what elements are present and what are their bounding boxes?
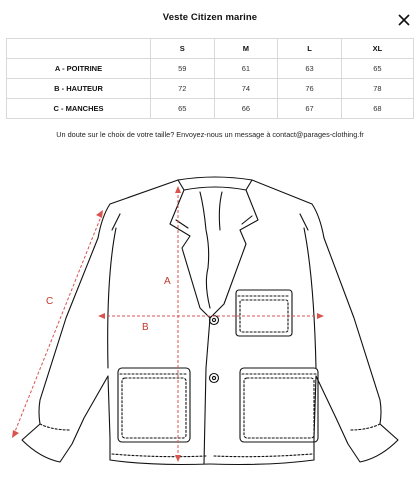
collar	[178, 177, 252, 190]
size-table-row	[7, 99, 414, 119]
size-table-header-cell: S	[151, 39, 215, 59]
measure-c-label: C	[46, 296, 54, 307]
front-opening	[204, 318, 210, 464]
size-table-header-cell: M	[214, 39, 278, 59]
table-cell: 78	[341, 79, 413, 99]
help-text: Un doute sur le choix de votre taille? Envoyez-nous un message à contact@parages-clothing.fr	[56, 130, 364, 139]
table-cell: 63	[278, 59, 342, 79]
button-2	[210, 374, 219, 383]
jacket-diagram	[0, 168, 420, 500]
table-cell: 66	[214, 99, 278, 119]
table-cell: 76	[278, 79, 342, 99]
button-1	[210, 316, 219, 325]
measure-a-label: A	[164, 276, 171, 287]
table-cell: 65	[151, 99, 215, 119]
size-table-header-cell: XL	[341, 39, 413, 59]
modal-title: Veste Citizen marine	[162, 12, 258, 23]
right-lapel	[210, 190, 258, 318]
table-cell: 61	[214, 59, 278, 79]
row-label: A - POITRINE	[7, 59, 151, 79]
close-icon	[396, 12, 412, 28]
size-table-header-row	[7, 39, 414, 59]
table-cell: 74	[214, 79, 278, 99]
measure-c-line	[14, 214, 102, 434]
table-cell: 72	[151, 79, 215, 99]
size-table-header-cell: L	[278, 39, 342, 59]
chest-pocket	[236, 290, 292, 336]
row-label: B - HAUTEUR	[7, 79, 151, 99]
size-table-row	[7, 79, 414, 99]
size-table	[6, 38, 414, 119]
table-cell: 68	[341, 99, 413, 119]
right-lower-pocket	[240, 368, 318, 442]
modal-header	[0, 0, 420, 36]
left-lower-pocket	[118, 368, 190, 442]
measure-b-label: B	[142, 322, 149, 333]
size-table-header-cell	[7, 39, 151, 59]
close-button[interactable]	[396, 12, 412, 28]
table-cell: 65	[341, 59, 413, 79]
table-cell: 59	[151, 59, 215, 79]
row-label: C - MANCHES	[7, 99, 151, 119]
size-table-row	[7, 59, 414, 79]
table-cell: 67	[278, 99, 342, 119]
